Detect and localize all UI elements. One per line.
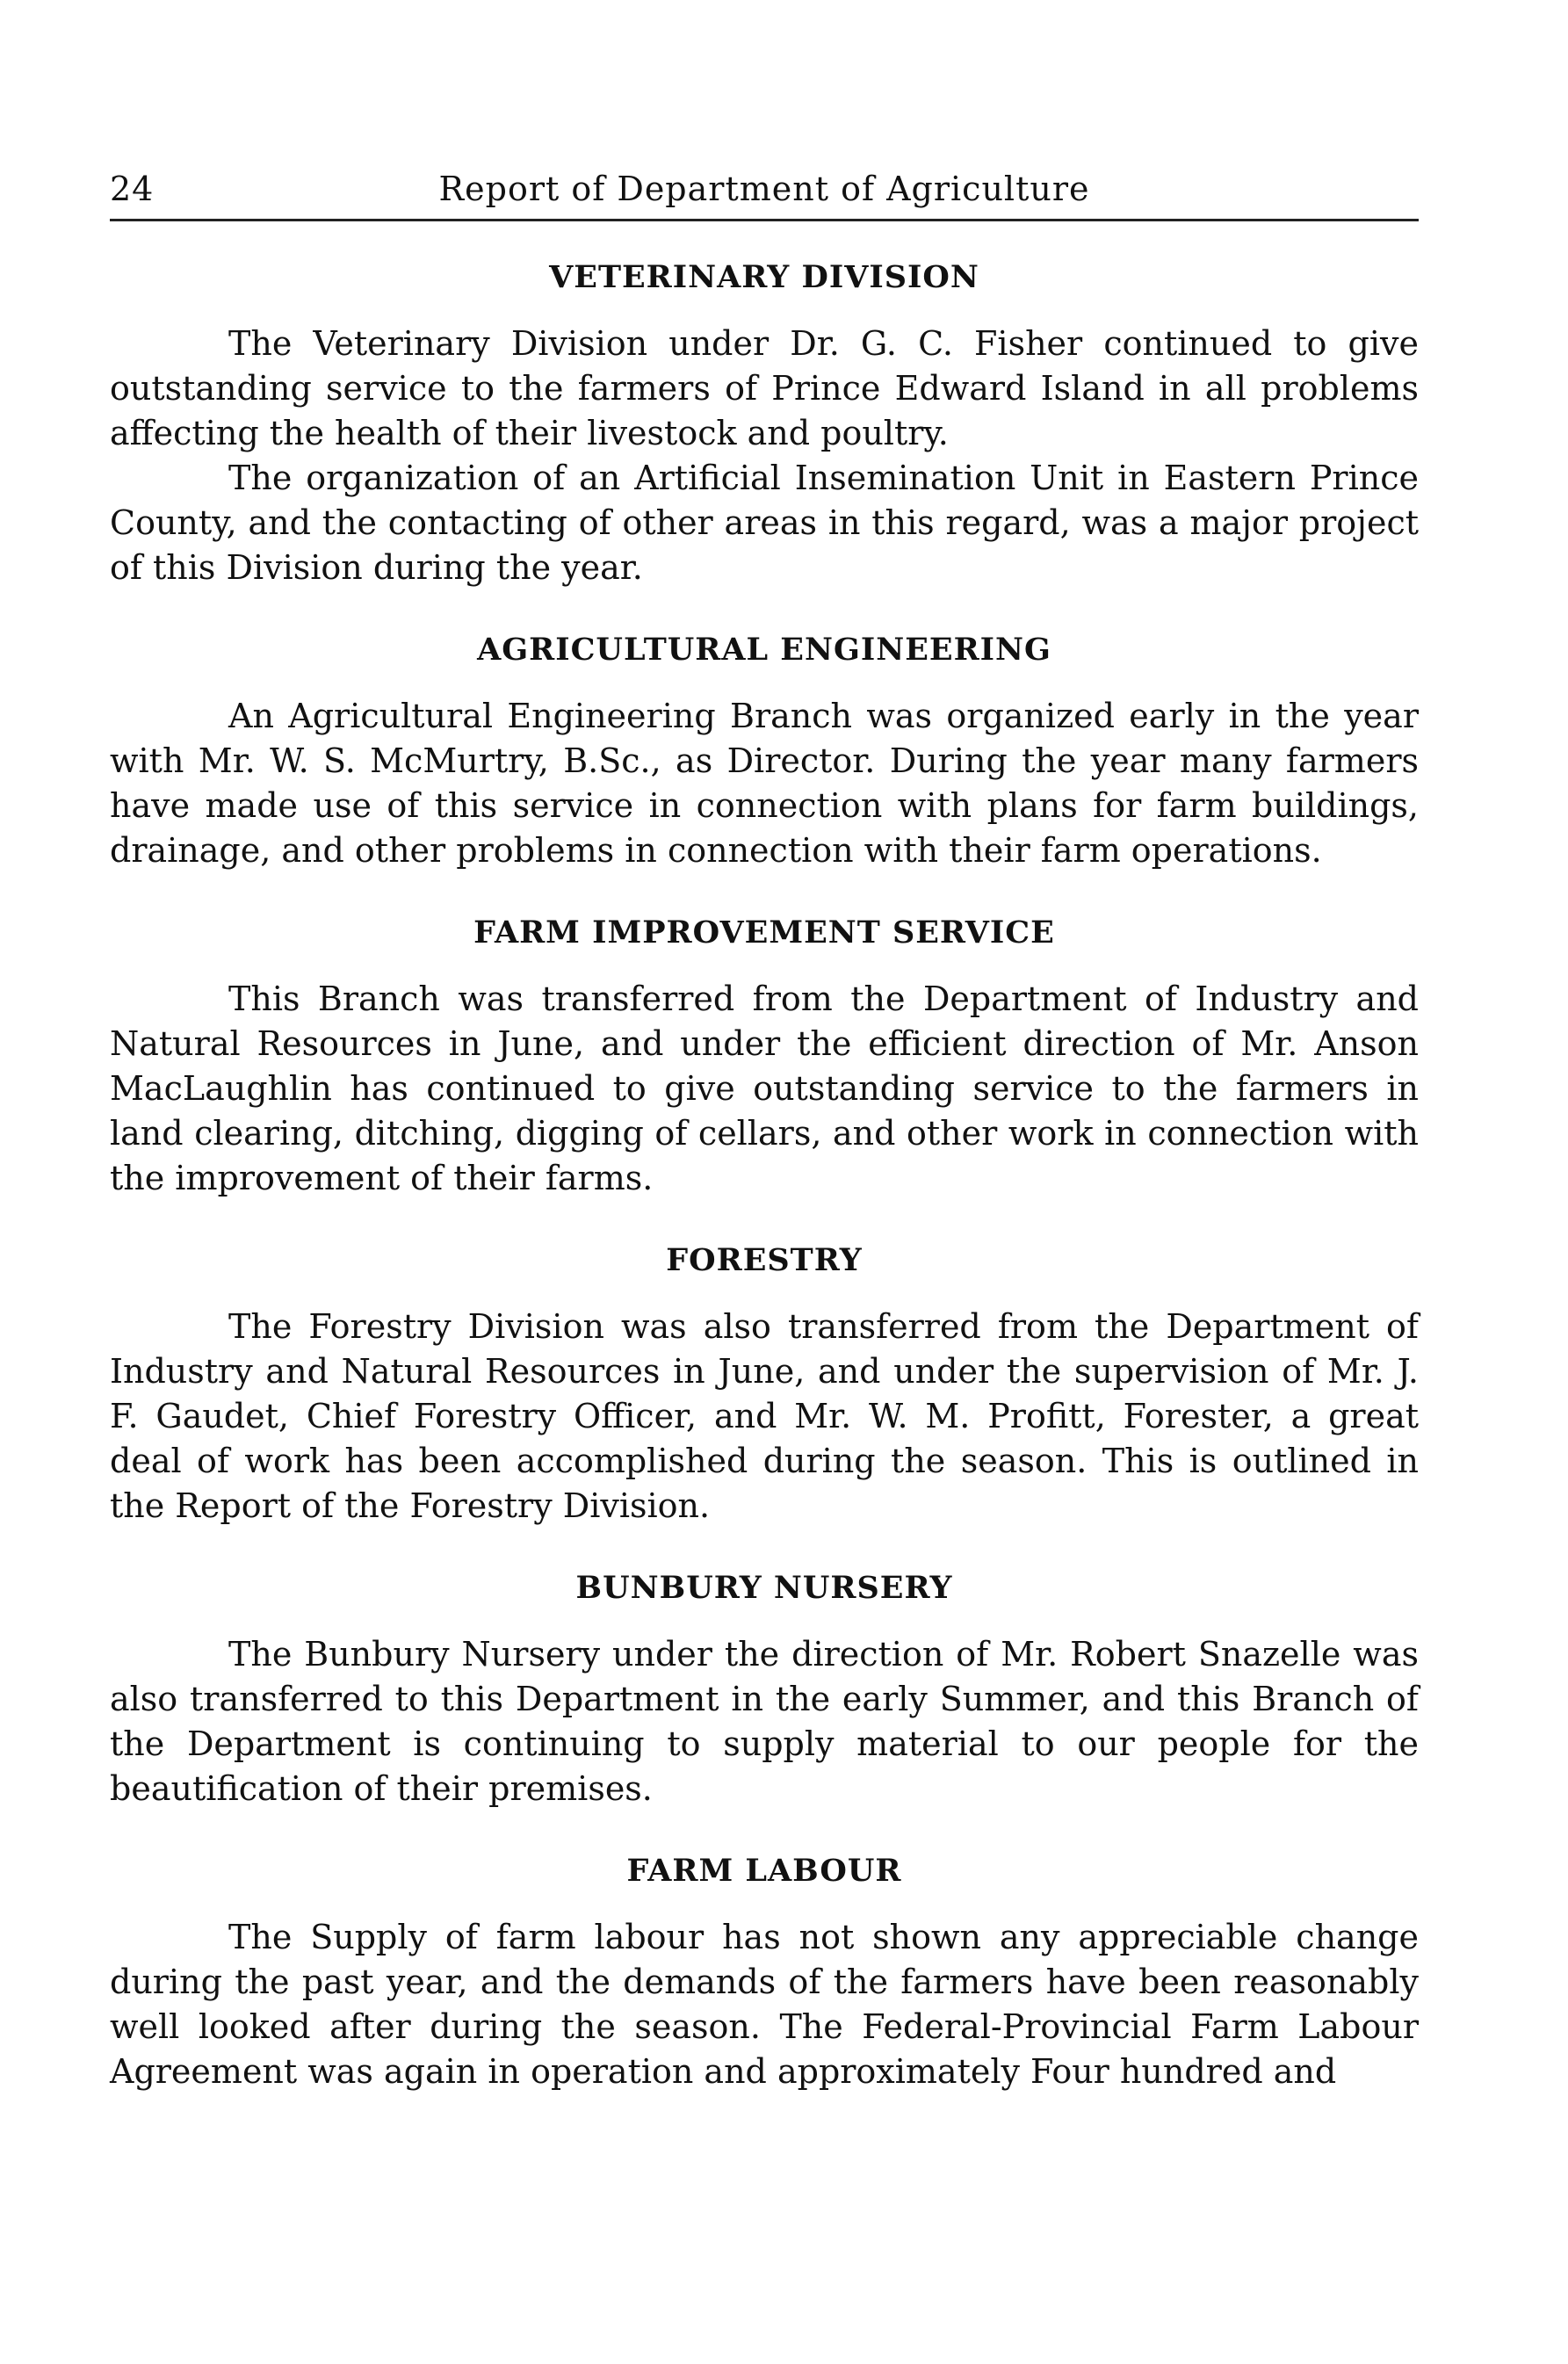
section-heading: BUNBURY NURSERY — [575, 1570, 953, 1606]
paragraph: An Agricultural Engineering Branch was organized early in the year with Mr. W. S. McMurtry, B.Sc., as Director. During the year many farmers have made use of this service in connection with plans for farm buildings, drainage, and other problems in connection with their farm operations. — [110, 697, 1419, 870]
section-farm-labour — [110, 1850, 1419, 2094]
section-bunbury-nursery — [110, 1567, 1419, 1811]
section-forestry — [110, 1240, 1419, 1529]
paragraph: The Bunbury Nursery under the direction of Mr. Robert Snazelle was also transferred to this Department in the early Summer, and this Branch of the Department is continuing to supply material to our people for the beautification of their premises. — [110, 1635, 1419, 1808]
section-heading: AGRICULTURAL ENGINEERING — [477, 632, 1051, 668]
section-agricultural-engineering — [110, 629, 1419, 873]
document-page — [110, 163, 1419, 2094]
running-title: Report of Department of Agriculture — [438, 170, 1090, 208]
paragraph: This Branch was transferred from the Department of Industry and Natural Resources in June, and under the efficient direction of Mr. Anson MacLaughlin has continued to give outstanding service to the farmers in land clearing, ditching, digging of cellars, and other work in connection with the improvement of their farms. — [110, 980, 1419, 1197]
paragraph: The Forestry Division was also transferred from the Department of Industry and Natural Resources in June, and under the supervision of Mr. J. F. Gaudet, Chief Forestry Officer, and Mr. W. M. Profitt, Forester, a great deal of work has been accomplished during the season. This is outlined in the Report of the Forestry Division. — [110, 1307, 1419, 1525]
paragraph: The Supply of farm labour has not shown any appreciable change during the past year, and the demands of the farmers have been reasonably well looked after during the season. The Federal-Provincial Farm Labour Agreement was again in operation and approximately Four hundred and — [110, 1918, 1419, 2091]
paragraph: The organization of an Artificial Insemination Unit in Eastern Prince County, and the contacting of other areas in this regard, was a major project of this Division during the year. — [110, 459, 1419, 587]
page-number: 24 — [110, 170, 155, 208]
section-heading: FARM LABOUR — [626, 1853, 902, 1889]
paragraph: The Veterinary Division under Dr. G. C. Fisher continued to give outstanding service to the farmers of Prince Edward Island in all problems affecting the health of their livestock and poultry. — [110, 324, 1419, 452]
section-heading: FARM IMPROVEMENT SERVICE — [473, 915, 1055, 951]
section-heading: VETERINARY DIVISION — [549, 259, 979, 295]
running-header — [110, 163, 1419, 221]
section-veterinary-division — [110, 257, 1419, 590]
section-farm-improvement-service — [110, 912, 1419, 1201]
section-heading: FORESTRY — [666, 1242, 863, 1278]
